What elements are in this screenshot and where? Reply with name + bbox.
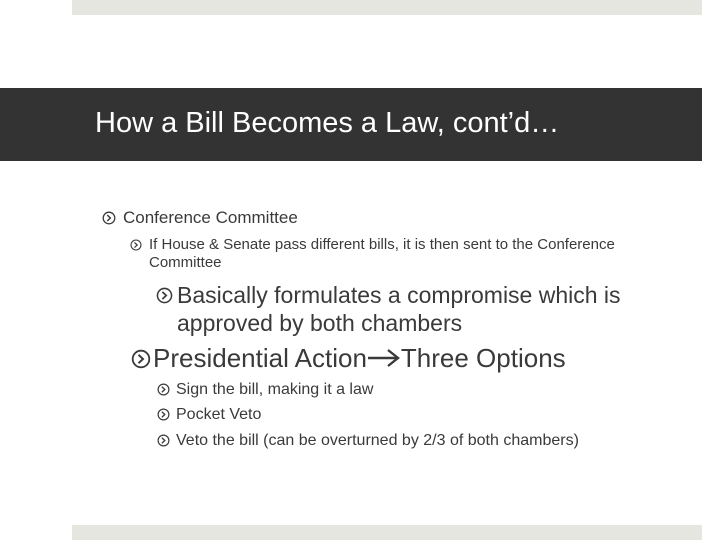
presidential-action-text: Presidential Action bbox=[153, 343, 367, 373]
bullet-text: Conference Committee bbox=[123, 208, 298, 227]
bullet-option-veto bbox=[157, 431, 579, 450]
right-arrow-icon bbox=[367, 345, 401, 376]
circle-chevron-icon bbox=[157, 408, 170, 421]
circle-chevron-icon bbox=[157, 383, 170, 396]
circle-chevron-icon bbox=[102, 211, 116, 225]
bullet-option-sign bbox=[157, 380, 373, 399]
circle-chevron-icon bbox=[130, 239, 142, 251]
bullet-text: Basically formulates a compromise which is approved by both chambers bbox=[177, 282, 621, 336]
bullet-option-pocket-veto bbox=[157, 405, 261, 424]
bullet-text: Sign the bill, making it a law bbox=[176, 381, 374, 398]
bullet-conference-committee bbox=[102, 208, 298, 228]
bullet-text bbox=[153, 343, 566, 376]
bottom-accent-bar bbox=[72, 525, 702, 540]
circle-chevron-icon bbox=[131, 349, 151, 369]
bullet-text: Veto the bill (can be overturned by 2/3 of both chambers) bbox=[176, 432, 579, 449]
bullet-text: Pocket Veto bbox=[176, 406, 262, 423]
bullet-compromise bbox=[156, 282, 696, 337]
bullet-text: If House & Senate pass different bills, it is then sent to the Conference Committee bbox=[149, 236, 615, 271]
circle-chevron-icon bbox=[156, 287, 173, 304]
top-accent-bar bbox=[72, 0, 702, 15]
circle-chevron-icon bbox=[157, 434, 170, 447]
bullet-presidential-action bbox=[131, 343, 566, 376]
slide-title: How a Bill Becomes a Law, cont’d… bbox=[95, 107, 560, 139]
bullet-different-bills bbox=[130, 236, 630, 272]
three-options-text: Three Options bbox=[400, 343, 566, 373]
